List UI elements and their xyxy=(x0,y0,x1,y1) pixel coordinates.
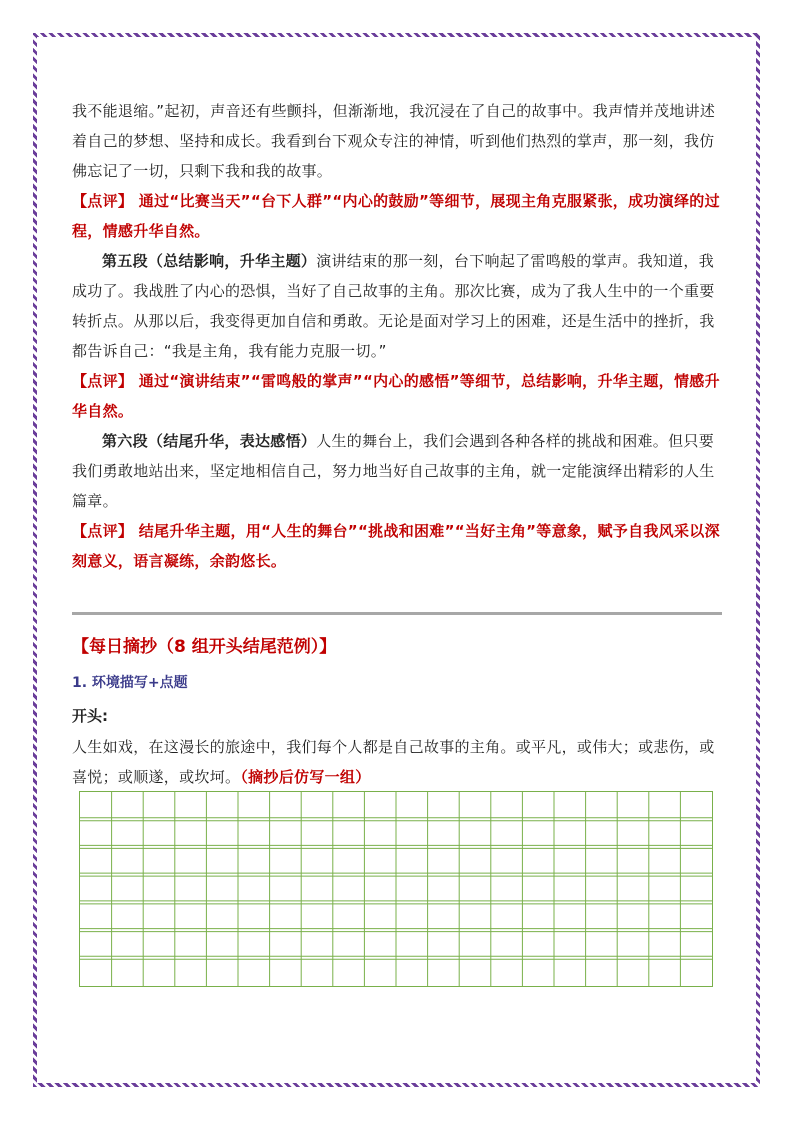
section-divider xyxy=(72,612,722,615)
comment-1: 【点评】 通过“比赛当天”“台下人群”“内心的鼓励”等细节，展现主角克服紧张，成功演绎的过程，情感升华自然。 xyxy=(72,192,720,240)
opening-excerpt xyxy=(72,732,722,792)
paragraph-5-text: 演讲结束的那一刻，台下响起了雷鸣般的掌声。我知道，我成功了。我战胜了内心的恐惧，当好了自己故事的主角。那次比赛，成为了我人生中的一个重要转折点。从那以后，我变得更加自信和勇敢。无论是面对学习上的困难，还是生活中的挫折，我都告诉自己：“我是主角，我有能力克服一切。” xyxy=(72,252,715,360)
paragraph-5 xyxy=(72,246,722,366)
imitation-instruction: （摘抄后仿写一组） xyxy=(240,768,371,786)
paragraph-6 xyxy=(72,426,722,516)
comment-3: 【点评】 结尾升华主题，用“人生的舞台”“挑战和困难”“当好主角”等意象，赋予自我风采以深刻意义，语言凝练，余韵悠长。 xyxy=(72,522,720,570)
paragraph-6-head: 第六段（结尾升华，表达感悟） xyxy=(102,432,317,450)
opening-label: 开头: xyxy=(72,707,108,725)
paragraph-continuation: 我不能退缩。”起初，声音还有些颤抖，但渐渐地，我沉浸在了自己的故事中。我声情并茂地讲述着自己的梦想、坚持和成长。我看到台下观众专注的神情，听到他们热烈的掌声，那一刻，我仿佛忘记了一切，只剩下我和我的故事。 xyxy=(72,102,716,180)
excerpt-item-heading: 1. 环境描写+点题 xyxy=(72,675,188,691)
daily-excerpt-title: 【每日摘抄（8 组开头结尾范例）】 xyxy=(72,637,337,657)
opening-text: 人生如戏，在这漫长的旅途中，我们每个人都是自己故事的主角。或平凡，或伟大；或悲伤，或喜悦；或顺遂，或坎坷。 xyxy=(72,738,715,786)
comment-2: 【点评】 通过“演讲结束”“雷鸣般的掌声”“内心的感悟”等细节，总结影响，升华主题，情感升华自然。 xyxy=(72,372,720,420)
essay-body xyxy=(72,96,722,576)
writing-grid[interactable] xyxy=(79,791,713,987)
paragraph-6-text: 人生的舞台上，我们会遇到各种各样的挑战和困难。但只要我们勇敢地站出来，坚定地相信自己，努力地当好自己故事的主角，就一定能演绎出精彩的人生篇章。 xyxy=(72,432,715,510)
paragraph-5-head: 第五段（总结影响，升华主题） xyxy=(102,252,317,270)
writing-grid-cells xyxy=(80,792,712,986)
